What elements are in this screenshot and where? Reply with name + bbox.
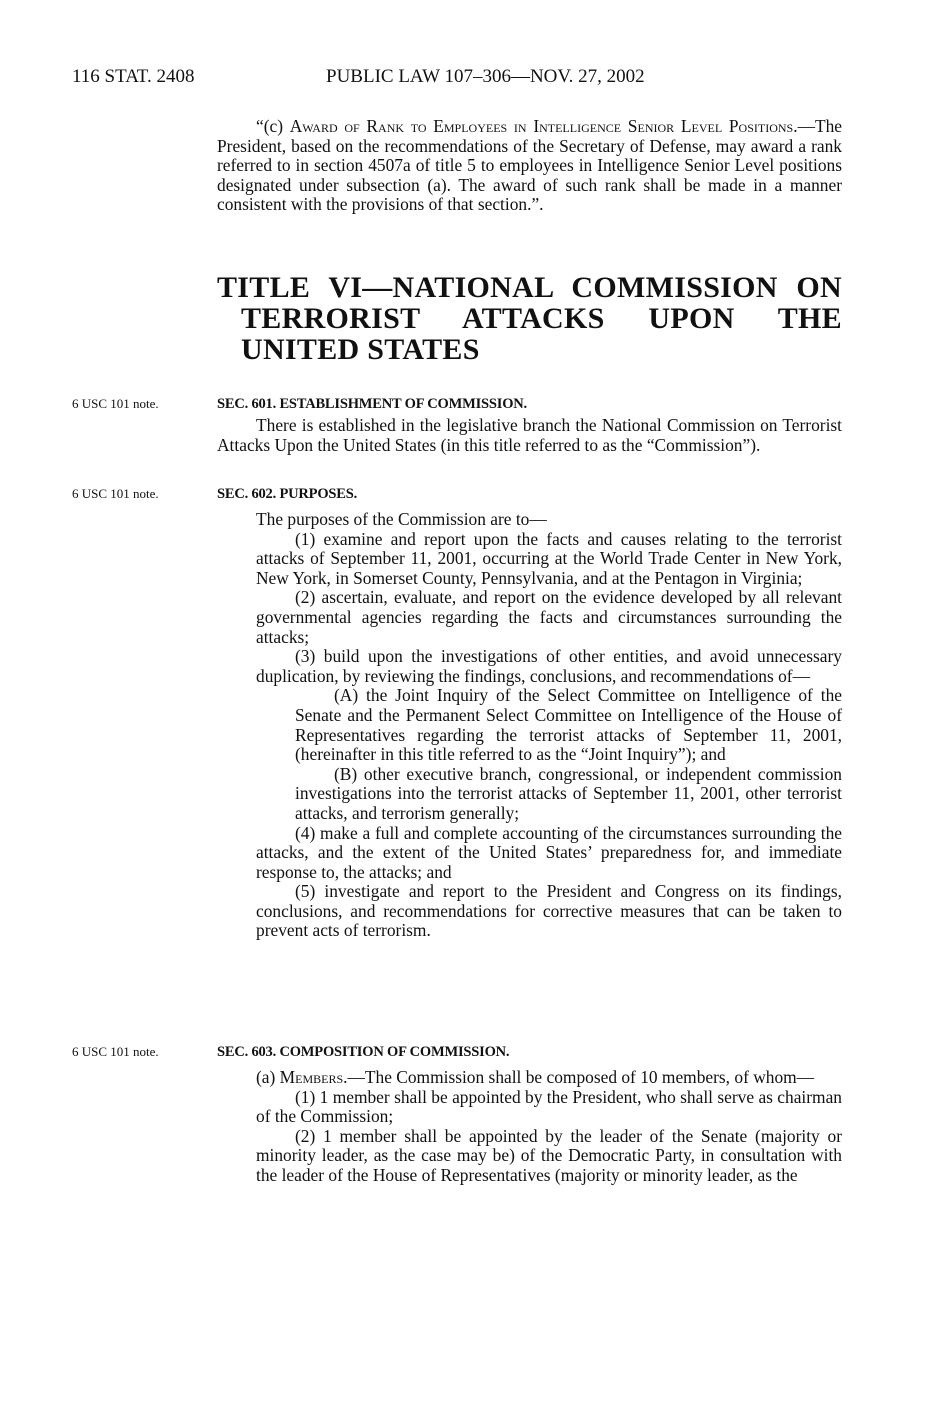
- purpose-3-A: (A) the Joint Inquiry of the Select Committee on Intelligence of the Senate and the Permanent Select Committee on Intelligence of the House of Representatives regarding the terrorist attacks of September 11, 2001, (hereinafter in this title referred to as the “Joint Inquiry”); and: [295, 685, 842, 765]
- purpose-2: (2) ascertain, evaluate, and report on the evidence developed by all relevant governmental agencies regarding the facts and circumstances surrounding the attacks;: [256, 587, 842, 647]
- purpose-1: (1) examine and report upon the facts and causes relating to the terrorist attacks of September 11, 2001, occurring at the World Trade Center in New York, New York, in Somerset County, Pennsylvania, and at the Pentagon in Virginia;: [256, 528, 842, 588]
- section-602-body: [217, 510, 842, 941]
- section-601-heading: SEC. 601. ESTABLISHMENT OF COMMISSION.: [217, 396, 527, 412]
- section-602-heading: SEC. 602. PURPOSES.: [217, 486, 358, 502]
- section-603-a: (a) Members.—The Commission shall be composed of 10 members, of whom—: [256, 1067, 815, 1087]
- purpose-3: (3) build upon the investigations of other entities, and avoid unnecessary duplication, by reviewing the findings, conclusions, and recommendations of—: [256, 646, 842, 686]
- purpose-3-B: (B) other executive branch, congressional, or independent commission investigations into the terrorist attacks of September 11, 2001, other terrorist attacks, and terrorism generally;: [295, 763, 842, 823]
- statute-page-number: 116 STAT. 2408: [72, 66, 195, 87]
- margin-note-601: 6 USC 101 note.: [72, 396, 159, 411]
- section-601-body: [217, 416, 842, 455]
- member-2: (2) 1 member shall be appointed by the leader of the Senate (majority or minority leader, as the case may be) of the Democratic Party, in consultation with the leader of the House of Representatives (majority or minority leader, as the: [256, 1125, 842, 1185]
- margin-note-603: 6 USC 101 note.: [72, 1044, 159, 1059]
- running-head: PUBLIC LAW 107–306—NOV. 27, 2002: [326, 66, 645, 87]
- intro-paragraph: “(c) Award of Rank to Employees in Intelligence Senior Level Positions.—The President, based on the recommendations of the Secretary of Defense, may award a rank referred to in section 4507a of title 5 to employees in Intelligence Senior Level positions designated under subsection (a). The award of such rank shall be made in a manner consistent with the provisions of that section.”.: [217, 116, 842, 215]
- intro-heading: Award of Rank to Employees in Intelligence Senior Level Positions.: [289, 116, 798, 136]
- margin-note-602: 6 USC 101 note.: [72, 486, 159, 501]
- intro-paragraph-block: [217, 117, 842, 215]
- section-602-lead: The purposes of the Commission are to—: [256, 509, 547, 529]
- title-heading: TITLE VI—NATIONAL COMMISSION ON TERRORIST ATTACKS UPON THE UNITED STATES: [217, 271, 842, 366]
- section-603-body: [217, 1068, 842, 1186]
- members-heading: Members.: [279, 1067, 348, 1087]
- purpose-5: (5) investigate and report to the President and Congress on its findings, conclusions, and recommendations for corrective measures that can be taken to prevent acts of terrorism.: [256, 881, 842, 941]
- section-601-text: There is established in the legislative branch the National Commission on Terrorist Attacks Upon the United States (in this title referred to as the “Commission”).: [217, 415, 842, 455]
- purpose-4: (4) make a full and complete accounting of the circumstances surrounding the attacks, and the extent of the United States’ preparedness for, and immediate response to, the attacks; and: [256, 822, 842, 882]
- section-603-heading: SEC. 603. COMPOSITION OF COMMISSION.: [217, 1044, 510, 1060]
- member-1: (1) 1 member shall be appointed by the President, who shall serve as chairman of the Commission;: [256, 1086, 842, 1127]
